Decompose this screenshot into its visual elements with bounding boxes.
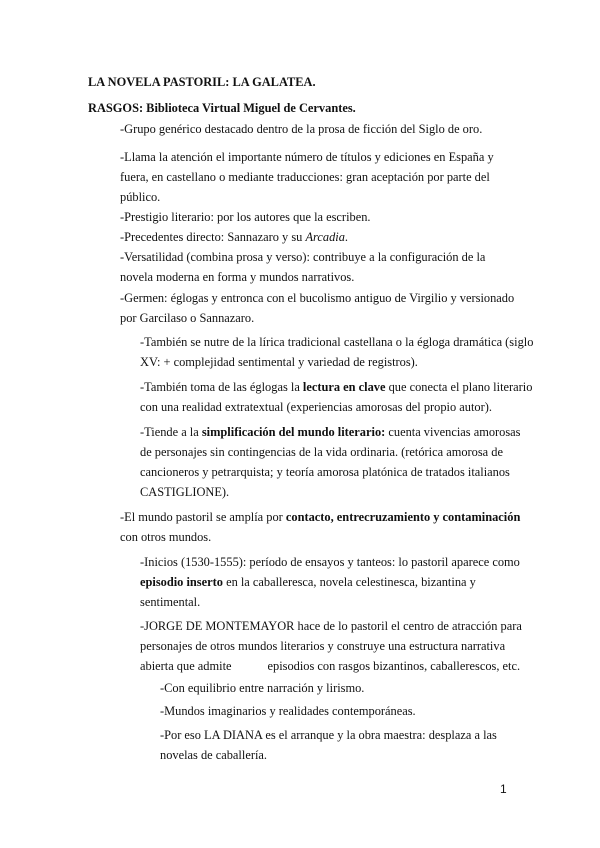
text-line [140,379,532,395]
text-line [120,229,348,245]
text-line: -Versatilidad (combina prosa y verso): contribuye a la configuración de la [120,250,486,264]
text-line: fuera, en castellano o mediante traducciones: gran aceptación por parte del [120,170,490,184]
text-line: -JORGE DE MONTEMAYOR hace de lo pastoril el centro de atracción para [140,619,522,633]
bold-span: lectura en clave [302,380,386,394]
document-title: LA NOVELA PASTORIL: LA GALATEA. [88,75,316,89]
text-line: novela moderna en forma y mundos narrativos. [120,270,355,284]
document-subtitle: RASGOS: Biblioteca Virtual Miguel de Cervantes. [88,101,356,115]
text-line [140,574,476,590]
bold-span: episodio inserto [140,575,223,589]
page-number: 1 [500,782,507,796]
text-line: -Prestigio literario: por los autores que la escriben. [120,210,371,224]
bold-span: simplificación del mundo literario: [201,425,386,439]
text-line: -Con equilibrio entre narración y lirismo. [160,681,365,695]
text-line: con una realidad extratextual (experiencias amorosas del propio autor). [140,400,492,414]
text-line: cancioneros y petrarquista; y teoría amorosa platónica de tratados italianos [140,465,510,479]
text-line: de personajes sin contingencias de la vida ordinaria. (retórica amorosa de [140,445,503,459]
text-span: abierta que admite [140,659,232,673]
bold-span: contacto, entrecruzamiento y contaminación [285,510,521,524]
text-span: . [344,230,349,244]
italic-span: Arcadia [305,230,345,244]
text-line: público. [120,190,161,204]
text-line [140,424,521,440]
text-span: -Tiende a la [140,425,202,439]
text-line: por Garcilaso o Sannazaro. [120,311,255,325]
text-span: en la caballeresca, novela celestinesca, bizantina y [222,575,476,589]
text-span: -El mundo pastoril se amplía por [120,510,286,524]
text-line [120,509,520,525]
text-line: -También se nutre de la lírica tradicional castellana o la égloga dramática (siglo [140,335,534,349]
text-line: -Mundos imaginarios y realidades contemporáneas. [160,704,416,718]
text-line: -Grupo genérico destacado dentro de la prosa de ficción del Siglo de oro. [120,122,483,136]
text-span: cuenta vivencias amorosas [385,425,521,439]
text-line: -Inicios (1530-1555): período de ensayos y tanteos: lo pastoril aparece como [140,555,520,569]
text-span: que conecta el plano literario [385,380,533,394]
text-line: -Llama la atención el importante número de títulos y ediciones en España y [120,150,494,164]
text-line: con otros mundos. [120,530,212,544]
text-line: CASTIGLIONE). [140,485,230,499]
text-line: -Germen: églogas y entronca con el bucolismo antiguo de Virgilio y versionado [120,291,515,305]
text-line: sentimental. [140,595,201,609]
text-span: episodios con rasgos bizantinos, caballerescos, etc. [267,659,521,673]
text-line: -Por eso LA DIANA es el arranque y la obra maestra: desplaza a las [160,728,497,742]
text-line: XV: + complejidad sentimental y variedad de registros). [140,355,418,369]
text-span: -Precedentes directo: Sannazaro y su [120,230,306,244]
text-line: personajes de otros mundos literarios y construye una estructura narrativa [140,639,506,653]
text-line [140,658,520,674]
text-line: novelas de caballería. [160,748,267,762]
text-span: -También toma de las églogas la [140,380,303,394]
